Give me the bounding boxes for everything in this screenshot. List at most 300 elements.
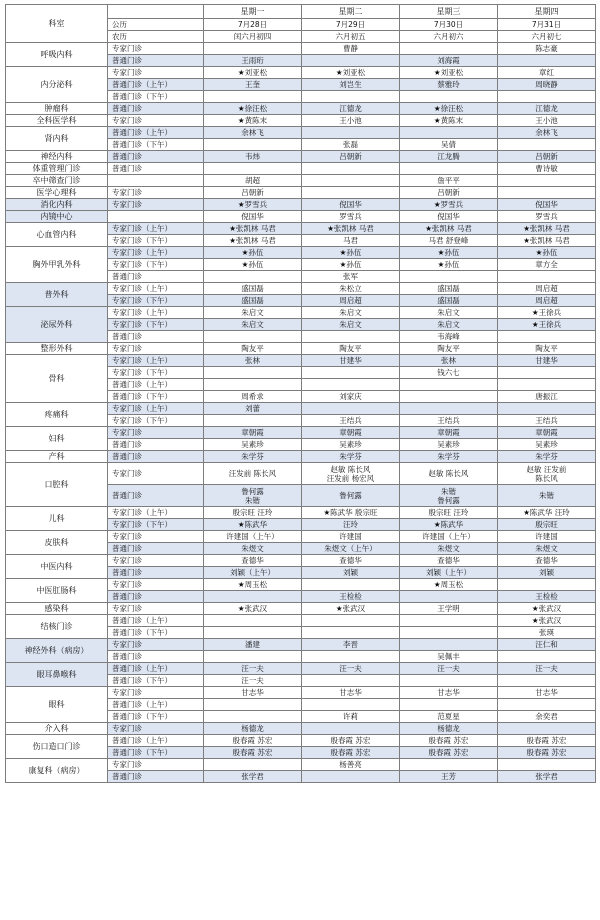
clinic-type: 普通门诊（上午） <box>108 699 204 711</box>
schedule-row <box>6 427 596 439</box>
doctor-cell: 马君 <box>302 235 400 247</box>
doctor-cell: 周晓静 <box>498 79 596 91</box>
doctor-cell: 朱学芬 <box>302 451 400 463</box>
doctor-cell: 余林飞 <box>204 127 302 139</box>
doctor-cell: 李晋 <box>302 639 400 651</box>
doctor-cell: ★孙伍 <box>302 259 400 271</box>
doctor-cell <box>498 91 596 103</box>
doctor-cell: 吕朝新 <box>498 151 596 163</box>
doctor-cell <box>498 675 596 687</box>
lunar-date-thu: 六月初七 <box>498 31 596 43</box>
doctor-cell <box>498 271 596 283</box>
doctor-cell: 汪仁和 <box>498 639 596 651</box>
solar-label: 公历 <box>108 19 204 31</box>
doctor-cell <box>302 91 400 103</box>
department-name: 神经外科（病房） <box>6 639 108 663</box>
clinic-type: 专家门诊（下午） <box>108 235 204 247</box>
solar-date-mon: 7月28日 <box>204 19 302 31</box>
doctor-cell: 许建国 <box>498 531 596 543</box>
doctor-cell: ★罗雪兵 <box>400 199 498 211</box>
department-name: 整形外科 <box>6 343 108 355</box>
doctor-cell <box>498 759 596 771</box>
doctor-cell: 马君 舒登峰 <box>400 235 498 247</box>
doctor-cell: 张学君 <box>498 771 596 783</box>
schedule-row <box>6 199 596 211</box>
doctor-cell: ★孙伍 <box>400 247 498 259</box>
doctor-cell: 王小池 <box>302 115 400 127</box>
doctor-cell <box>498 379 596 391</box>
doctor-cell <box>400 639 498 651</box>
department-name: 卒中筛查门诊 <box>6 175 108 187</box>
doctor-cell: ★孙伍 <box>498 247 596 259</box>
doctor-cell: 朱煜文（上午） <box>302 543 400 555</box>
doctor-cell: 朱启文 <box>204 307 302 319</box>
schedule-row <box>6 247 596 259</box>
department-name: 呼吸内科 <box>6 43 108 67</box>
schedule-row <box>6 163 596 175</box>
weekday-mon: 星期一 <box>204 5 302 19</box>
doctor-cell <box>302 55 400 67</box>
clinic-type: 专家门诊 <box>108 723 204 735</box>
dept-column-header: 科室 <box>6 5 108 43</box>
clinic-type: 专家门诊 <box>108 115 204 127</box>
doctor-cell: 陶友平 <box>302 343 400 355</box>
clinic-type: 普通门诊（下午） <box>108 627 204 639</box>
doctor-cell <box>204 591 302 603</box>
doctor-cell: 汪发前 陈长风 <box>204 463 302 485</box>
doctor-cell <box>204 43 302 55</box>
doctor-cell: 赵敏 陈长风 <box>400 463 498 485</box>
doctor-cell: 甘志华 <box>498 687 596 699</box>
clinic-type: 普通门诊（上午） <box>108 735 204 747</box>
schedule-row <box>6 579 596 591</box>
doctor-cell: 朱煜文 <box>400 543 498 555</box>
doctor-cell <box>302 127 400 139</box>
doctor-cell <box>400 271 498 283</box>
lunar-label: 农历 <box>108 31 204 43</box>
schedule-row <box>6 759 596 771</box>
lunar-date-tue: 六月初五 <box>302 31 400 43</box>
doctor-cell: 张瑛 <box>498 627 596 639</box>
clinic-type: 专家门诊（下午） <box>108 367 204 379</box>
clinic-type: 专家门诊（上午） <box>108 247 204 259</box>
doctor-cell <box>400 627 498 639</box>
clinic-type: 普通门诊 <box>108 451 204 463</box>
doctor-cell: ★张武汉 <box>498 603 596 615</box>
doctor-cell: 周希求 <box>204 391 302 403</box>
doctor-cell <box>204 699 302 711</box>
doctor-cell: ★孙伍 <box>204 247 302 259</box>
clinic-type: 普通门诊 <box>108 567 204 579</box>
department-name: 介入科 <box>6 723 108 735</box>
doctor-cell: 查德华 <box>400 555 498 567</box>
clinic-type: 专家门诊 <box>108 67 204 79</box>
doctor-cell: 甘志华 <box>204 687 302 699</box>
doctor-cell: 余奕君 <box>498 711 596 723</box>
doctor-cell: 曹静 <box>302 43 400 55</box>
doctor-cell: 杨德龙 <box>400 723 498 735</box>
doctor-cell: 朱煜文 <box>204 543 302 555</box>
doctor-cell: 朱松立 <box>302 283 400 295</box>
doctor-cell: 钱六七 <box>400 367 498 379</box>
doctor-cell: 江龙腾 <box>400 151 498 163</box>
doctor-cell <box>400 43 498 55</box>
department-name: 康复科（病房） <box>6 759 108 783</box>
clinic-type: 普通门诊（上午） <box>108 615 204 627</box>
department-name: 内镜中心 <box>6 211 108 223</box>
doctor-cell: 殷春霞 苏宏 <box>498 735 596 747</box>
doctor-cell: 刘家庆 <box>302 391 400 403</box>
department-name: 妇科 <box>6 427 108 451</box>
schedule-row <box>6 735 596 747</box>
doctor-cell: 周启超 <box>498 295 596 307</box>
doctor-cell <box>498 367 596 379</box>
doctor-cell: 胡超 <box>204 175 302 187</box>
doctor-cell: 周启超 <box>302 295 400 307</box>
doctor-cell: 王芳 <box>400 771 498 783</box>
doctor-cell: 鲁何露 朱锴 <box>204 485 302 507</box>
doctor-cell: 韦海峰 <box>400 331 498 343</box>
doctor-cell: ★张武汉 <box>302 603 400 615</box>
clinic-type: 普通门诊（上午） <box>108 127 204 139</box>
doctor-cell: ★王徐兵 <box>498 319 596 331</box>
schedule-row <box>6 151 596 163</box>
doctor-cell: 王结兵 <box>498 415 596 427</box>
schedule-row <box>6 615 596 627</box>
doctor-cell: 刘颖（上午） <box>204 567 302 579</box>
clinic-type: 专家门诊 <box>108 531 204 543</box>
doctor-cell <box>204 615 302 627</box>
doctor-cell: ★罗雪兵 <box>204 199 302 211</box>
doctor-cell: 陶友平 <box>400 343 498 355</box>
schedule-row <box>6 555 596 567</box>
doctor-cell <box>498 403 596 415</box>
department-name: 皮肤科 <box>6 531 108 555</box>
clinic-type: 专家门诊 <box>108 43 204 55</box>
doctor-cell <box>400 391 498 403</box>
doctor-cell: 殷春霞 苏宏 <box>302 735 400 747</box>
doctor-cell: ★周玉松 <box>400 579 498 591</box>
doctor-cell: 朱学芬 <box>498 451 596 463</box>
clinic-type: 专家门诊 <box>108 579 204 591</box>
doctor-cell <box>302 367 400 379</box>
doctor-cell <box>498 187 596 199</box>
doctor-cell: 朱启文 <box>302 319 400 331</box>
doctor-cell: 朱锴 鲁何露 <box>400 485 498 507</box>
department-name: 中医肛肠科 <box>6 579 108 603</box>
doctor-cell: 殷宗旺 <box>498 519 596 531</box>
department-name: 中医内科 <box>6 555 108 579</box>
clinic-type: 普通门诊（下午） <box>108 139 204 151</box>
doctor-cell: 陈志豪 <box>498 43 596 55</box>
doctor-cell: 朱启文 <box>302 307 400 319</box>
doctor-cell <box>400 127 498 139</box>
doctor-cell: 吴素珍 <box>498 439 596 451</box>
doctor-cell <box>302 403 400 415</box>
clinic-type: 普通门诊 <box>108 485 204 507</box>
doctor-cell: 甘建华 <box>302 355 400 367</box>
schedule-row <box>6 307 596 319</box>
doctor-cell <box>204 331 302 343</box>
department-name: 口腔科 <box>6 463 108 507</box>
schedule-row <box>6 175 596 187</box>
doctor-cell <box>204 415 302 427</box>
doctor-cell: ★孙伍 <box>302 247 400 259</box>
doctor-cell: ★徐汪松 <box>400 103 498 115</box>
doctor-cell <box>302 723 400 735</box>
doctor-cell: 朱学芬 <box>204 451 302 463</box>
doctor-cell <box>498 699 596 711</box>
clinic-type: 专家门诊 <box>108 555 204 567</box>
doctor-cell: 王小池 <box>498 115 596 127</box>
doctor-cell: 赵敏 陈长风 汪发前 杨宏风 <box>302 463 400 485</box>
doctor-cell: 陶友平 <box>498 343 596 355</box>
doctor-cell <box>498 175 596 187</box>
clinic-type: 专家门诊 <box>108 687 204 699</box>
doctor-cell: 赵敏 汪发前 陈长风 <box>498 463 596 485</box>
clinic-type: 普通门诊（上午） <box>108 663 204 675</box>
clinic-type <box>108 211 204 223</box>
clinic-type: 专家门诊（上午） <box>108 307 204 319</box>
doctor-cell: 殷宗旺 汪玲 <box>204 507 302 519</box>
department-name: 眼耳鼻喉科 <box>6 663 108 687</box>
department-name: 心血管内科 <box>6 223 108 247</box>
doctor-cell: 汪一夫 <box>498 663 596 675</box>
doctor-cell: ★徐汪松 <box>204 103 302 115</box>
clinic-type: 普通门诊 <box>108 271 204 283</box>
doctor-cell <box>204 759 302 771</box>
doctor-cell: 汪玲 <box>302 519 400 531</box>
clinic-type: 普通门诊 <box>108 439 204 451</box>
schedule-row <box>6 211 596 223</box>
doctor-cell: 张学君 <box>204 771 302 783</box>
doctor-cell <box>204 163 302 175</box>
doctor-cell <box>498 139 596 151</box>
schedule-row <box>6 355 596 367</box>
department-name: 医学心理科 <box>6 187 108 199</box>
department-name: 胸外甲乳外科 <box>6 247 108 283</box>
clinic-type: 专家门诊（下午） <box>108 519 204 531</box>
doctor-cell: ★王徐兵 <box>498 307 596 319</box>
doctor-cell: 杨德龙 <box>204 723 302 735</box>
department-name: 普外科 <box>6 283 108 307</box>
doctor-cell: 查德华 <box>302 555 400 567</box>
doctor-cell <box>204 651 302 663</box>
doctor-cell: 盛国磊 <box>204 295 302 307</box>
blank-header-cell <box>108 5 204 19</box>
doctor-cell <box>400 759 498 771</box>
schedule-row <box>6 343 596 355</box>
doctor-cell: 张军 <box>302 271 400 283</box>
department-name: 结核门诊 <box>6 615 108 639</box>
doctor-cell: 章朝霞 <box>498 427 596 439</box>
doctor-cell: 罗雪兵 <box>302 211 400 223</box>
schedule-row <box>6 663 596 675</box>
clinic-type: 普通门诊 <box>108 55 204 67</box>
doctor-cell: 吴素珍 <box>400 439 498 451</box>
doctor-cell: ★张武汉 <box>498 615 596 627</box>
clinic-type: 专家门诊 <box>108 187 204 199</box>
clinic-type: 普通门诊（下午） <box>108 91 204 103</box>
clinic-type: 专家门诊 <box>108 603 204 615</box>
doctor-cell: 曹诗敏 <box>498 163 596 175</box>
clinic-type: 普通门诊 <box>108 543 204 555</box>
doctor-cell: 汪一夫 <box>302 663 400 675</box>
doctor-cell: 殷宗旺 汪玲 <box>400 507 498 519</box>
doctor-cell <box>302 627 400 639</box>
doctor-cell: 张磊 <box>302 139 400 151</box>
doctor-cell <box>302 379 400 391</box>
schedule-table <box>5 4 596 783</box>
clinic-type: 普通门诊 <box>108 103 204 115</box>
doctor-cell: ★张武汉 <box>204 603 302 615</box>
doctor-cell: 韦炜 <box>204 151 302 163</box>
clinic-type: 普通门诊（上午） <box>108 79 204 91</box>
department-name: 感染科 <box>6 603 108 615</box>
doctor-cell: 许莉 <box>302 711 400 723</box>
doctor-cell: 刘颖 <box>302 567 400 579</box>
lunar-date-mon: 闰六月初四 <box>204 31 302 43</box>
weekday-thu: 星期四 <box>498 5 596 19</box>
doctor-cell: 吴倩 <box>400 139 498 151</box>
doctor-cell: 倪国华 <box>400 211 498 223</box>
schedule-row <box>6 603 596 615</box>
doctor-cell: 王检检 <box>302 591 400 603</box>
doctor-cell <box>498 651 596 663</box>
schedule-row <box>6 43 596 55</box>
doctor-cell: 查德华 <box>204 555 302 567</box>
clinic-type: 专家门诊（下午） <box>108 415 204 427</box>
doctor-cell: 殷春霞 苏宏 <box>498 747 596 759</box>
schedule-row <box>6 451 596 463</box>
schedule-row <box>6 463 596 485</box>
doctor-cell: 章朝霞 <box>302 427 400 439</box>
doctor-cell: ★张凯林 马君 <box>498 235 596 247</box>
doctor-cell: 陶友平 <box>204 343 302 355</box>
doctor-cell: ★陈武华 <box>204 519 302 531</box>
doctor-cell <box>204 711 302 723</box>
doctor-cell <box>498 331 596 343</box>
doctor-cell: 王检检 <box>498 591 596 603</box>
doctor-cell: 查德华 <box>498 555 596 567</box>
clinic-type: 普通门诊 <box>108 331 204 343</box>
solar-date-tue: 7月29日 <box>302 19 400 31</box>
doctor-cell: 汪一夫 <box>204 663 302 675</box>
doctor-cell: 倪国华 <box>204 211 302 223</box>
doctor-cell: 朱煜文 <box>498 543 596 555</box>
doctor-cell: 吕朝新 <box>204 187 302 199</box>
doctor-cell <box>302 615 400 627</box>
doctor-cell: 章红 <box>498 67 596 79</box>
doctor-cell: ★孙伍 <box>204 259 302 271</box>
doctor-cell: 朱锴 <box>498 485 596 507</box>
clinic-type: 专家门诊（下午） <box>108 319 204 331</box>
clinic-type: 普通门诊 <box>108 651 204 663</box>
doctor-cell <box>204 367 302 379</box>
department-name: 眼科 <box>6 687 108 723</box>
schedule-row <box>6 103 596 115</box>
doctor-cell: 许建国 <box>302 531 400 543</box>
weekday-tue: 星期二 <box>302 5 400 19</box>
department-name: 泌尿外科 <box>6 307 108 343</box>
doctor-cell: 章方全 <box>498 259 596 271</box>
doctor-cell: 章朝霞 <box>204 427 302 439</box>
department-name: 儿科 <box>6 507 108 531</box>
doctor-cell: ★周玉松 <box>204 579 302 591</box>
doctor-cell: 许建国（上午） <box>400 531 498 543</box>
doctor-cell <box>204 627 302 639</box>
clinic-type: 普通门诊（下午） <box>108 675 204 687</box>
schedule-row <box>6 723 596 735</box>
schedule-row <box>6 115 596 127</box>
doctor-cell: 许建国（上午） <box>204 531 302 543</box>
doctor-cell: 张林 <box>400 355 498 367</box>
doctor-cell: 殷春霞 苏宏 <box>400 747 498 759</box>
doctor-cell <box>302 163 400 175</box>
clinic-type: 专家门诊（上午） <box>108 355 204 367</box>
doctor-cell: 盛国磊 <box>204 283 302 295</box>
doctor-cell: 张林 <box>204 355 302 367</box>
solar-date-thu: 7月31日 <box>498 19 596 31</box>
doctor-cell: 盛国磊 <box>400 283 498 295</box>
schedule-row <box>6 283 596 295</box>
department-name: 骨科 <box>6 355 108 403</box>
department-name: 全科医学科 <box>6 115 108 127</box>
clinic-type: 专家门诊（下午） <box>108 259 204 271</box>
doctor-cell: 唐振江 <box>498 391 596 403</box>
doctor-cell: ★张凯林 马君 <box>498 223 596 235</box>
doctor-cell: 蔡雅玲 <box>400 79 498 91</box>
doctor-cell: 王结兵 <box>302 415 400 427</box>
doctor-cell: ★张凯林 马君 <box>302 223 400 235</box>
doctor-cell: 殷春霞 苏宏 <box>204 735 302 747</box>
department-name: 产科 <box>6 451 108 463</box>
doctor-cell: 刘颖（上午） <box>400 567 498 579</box>
clinic-type: 专家门诊（上午） <box>108 283 204 295</box>
department-name: 内分泌科 <box>6 67 108 103</box>
doctor-cell <box>400 91 498 103</box>
doctor-cell <box>400 615 498 627</box>
clinic-type: 普通门诊（下午） <box>108 747 204 759</box>
doctor-cell: 吴素珍 <box>204 439 302 451</box>
clinic-type: 专家门诊 <box>108 759 204 771</box>
doctor-cell <box>204 379 302 391</box>
doctor-cell <box>302 675 400 687</box>
clinic-type: 普通门诊 <box>108 591 204 603</box>
doctor-cell <box>302 175 400 187</box>
doctor-cell <box>400 379 498 391</box>
department-name: 疼痛科 <box>6 403 108 427</box>
doctor-cell <box>302 331 400 343</box>
doctor-cell: ★张凯林 马君 <box>400 223 498 235</box>
schedule-row <box>6 507 596 519</box>
clinic-type: 专家门诊（下午） <box>108 295 204 307</box>
doctor-cell <box>400 675 498 687</box>
doctor-cell: 朱启文 <box>400 307 498 319</box>
doctor-cell: ★刘亚松 <box>400 67 498 79</box>
doctor-cell <box>302 579 400 591</box>
department-name: 消化内科 <box>6 199 108 211</box>
clinic-type <box>108 175 204 187</box>
department-name: 肾内科 <box>6 127 108 151</box>
doctor-cell: ★刘亚松 <box>204 67 302 79</box>
doctor-cell: 甘志华 <box>400 687 498 699</box>
doctor-cell: 朱学芬 <box>400 451 498 463</box>
schedule-row <box>6 223 596 235</box>
doctor-cell: 王结兵 <box>400 415 498 427</box>
doctor-cell <box>204 91 302 103</box>
doctor-cell: 王学明 <box>400 603 498 615</box>
